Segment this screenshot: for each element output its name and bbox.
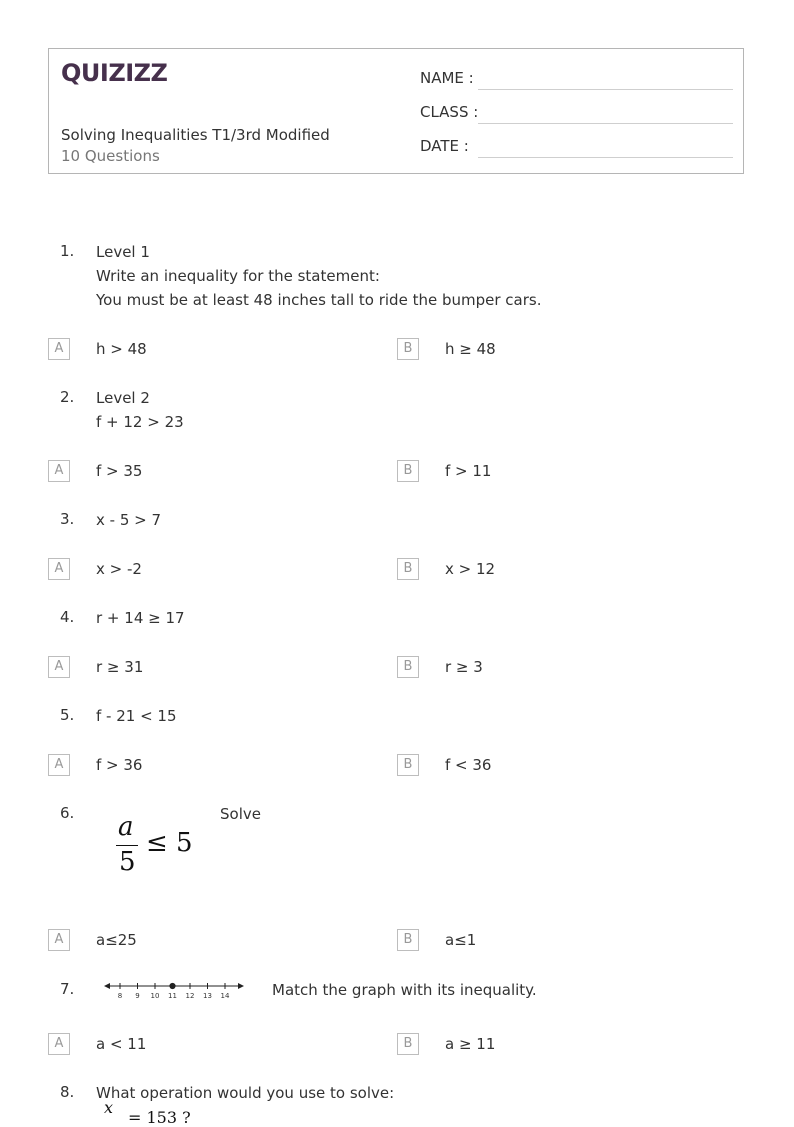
question-number: 6. <box>60 804 75 822</box>
question-text <box>96 704 177 728</box>
option-a-box[interactable]: A <box>48 929 70 951</box>
equation-relation: = 153 ? <box>128 1108 191 1127</box>
question-line: Write an inequality for the statement: <box>96 267 380 285</box>
option-b-box[interactable]: B <box>397 754 419 776</box>
option-b-text: h ≥ 48 <box>445 340 496 358</box>
option-a-box[interactable]: A <box>48 460 70 482</box>
fraction-denominator: 5 <box>119 847 136 877</box>
question-text <box>96 508 161 532</box>
number-line-tick-label: 13 <box>203 992 212 1000</box>
question-text <box>96 606 185 630</box>
number-line-tick-label: 9 <box>135 992 140 1000</box>
option-a-text: a < 11 <box>96 1035 147 1053</box>
question-number: 1. <box>60 242 75 260</box>
option-b-box[interactable]: B <box>397 338 419 360</box>
option-a-text: x > -2 <box>96 560 142 578</box>
option-b-box[interactable]: B <box>397 460 419 482</box>
option-a-box[interactable]: A <box>48 1033 70 1055</box>
equation-numerator: x <box>104 1098 114 1117</box>
question-number: 7. <box>60 980 75 998</box>
question-line: Level 2 <box>96 389 150 407</box>
worksheet-header <box>48 48 744 174</box>
fraction-numerator: a <box>118 812 134 842</box>
option-b-text: f > 11 <box>445 462 492 480</box>
number-line-point <box>170 983 175 988</box>
number-line-tick-label: 14 <box>220 992 230 1000</box>
option-a-text: f > 35 <box>96 462 143 480</box>
question-text <box>96 240 541 312</box>
number-line-tick-label: 8 <box>117 992 123 1000</box>
option-b-text: f < 36 <box>445 756 492 774</box>
option-a-box[interactable]: A <box>48 754 70 776</box>
question-line: Level 1 <box>96 243 150 261</box>
question-text: What operation would you use to solve: <box>96 1084 395 1102</box>
option-b-box[interactable]: B <box>397 929 419 951</box>
class-label: CLASS : <box>420 103 479 121</box>
option-a-box[interactable]: A <box>48 656 70 678</box>
date-line <box>478 157 733 158</box>
name-line <box>478 89 733 90</box>
option-b-text: x > 12 <box>445 560 496 578</box>
question-text: Solve <box>220 805 261 823</box>
question-number: 4. <box>60 608 75 626</box>
right-arrow-icon <box>238 983 244 989</box>
number-line-tick-label: 11 <box>168 992 177 1000</box>
question-number: 5. <box>60 706 75 724</box>
option-a-box[interactable]: A <box>48 558 70 580</box>
question-text: Match the graph with its inequality. <box>272 981 537 999</box>
fraction-inequality <box>114 812 194 882</box>
number-line-graph <box>100 978 248 1004</box>
worksheet-title: Solving Inequalities T1/3rd Modified <box>61 126 330 144</box>
question-line: f - 21 < 15 <box>96 707 177 725</box>
question-number: 8. <box>60 1083 75 1101</box>
option-a-box[interactable]: A <box>48 338 70 360</box>
question-number: 3. <box>60 510 75 528</box>
option-b-text: r ≥ 3 <box>445 658 483 676</box>
question-line: r + 14 ≥ 17 <box>96 609 185 627</box>
option-b-text: a≤1 <box>445 931 477 949</box>
option-b-text: a ≥ 11 <box>445 1035 496 1053</box>
question-line: f + 12 > 23 <box>96 413 184 431</box>
option-b-box[interactable]: B <box>397 1033 419 1055</box>
option-a-text: h > 48 <box>96 340 147 358</box>
option-b-box[interactable]: B <box>397 558 419 580</box>
question-text <box>96 386 184 434</box>
number-line-tick-label: 10 <box>150 992 160 1000</box>
question-count: 10 Questions <box>61 147 160 165</box>
option-a-text: a≤25 <box>96 931 137 949</box>
option-a-text: r ≥ 31 <box>96 658 144 676</box>
number-line-tick-label: 12 <box>185 992 195 1000</box>
date-label: DATE : <box>420 137 469 155</box>
quizizz-logo: QUIZIZZ <box>61 59 168 87</box>
question-number: 2. <box>60 388 75 406</box>
option-a-text: f > 36 <box>96 756 143 774</box>
class-line <box>478 123 733 124</box>
left-arrow-icon <box>104 983 110 989</box>
question-line: You must be at least 48 inches tall to ride the bumper cars. <box>96 291 542 309</box>
inequality-relation: ≤ 5 <box>146 828 193 858</box>
fraction-bar <box>116 845 138 846</box>
option-b-box[interactable]: B <box>397 656 419 678</box>
question-line: x - 5 > 7 <box>96 511 162 529</box>
name-label: NAME : <box>420 69 474 87</box>
